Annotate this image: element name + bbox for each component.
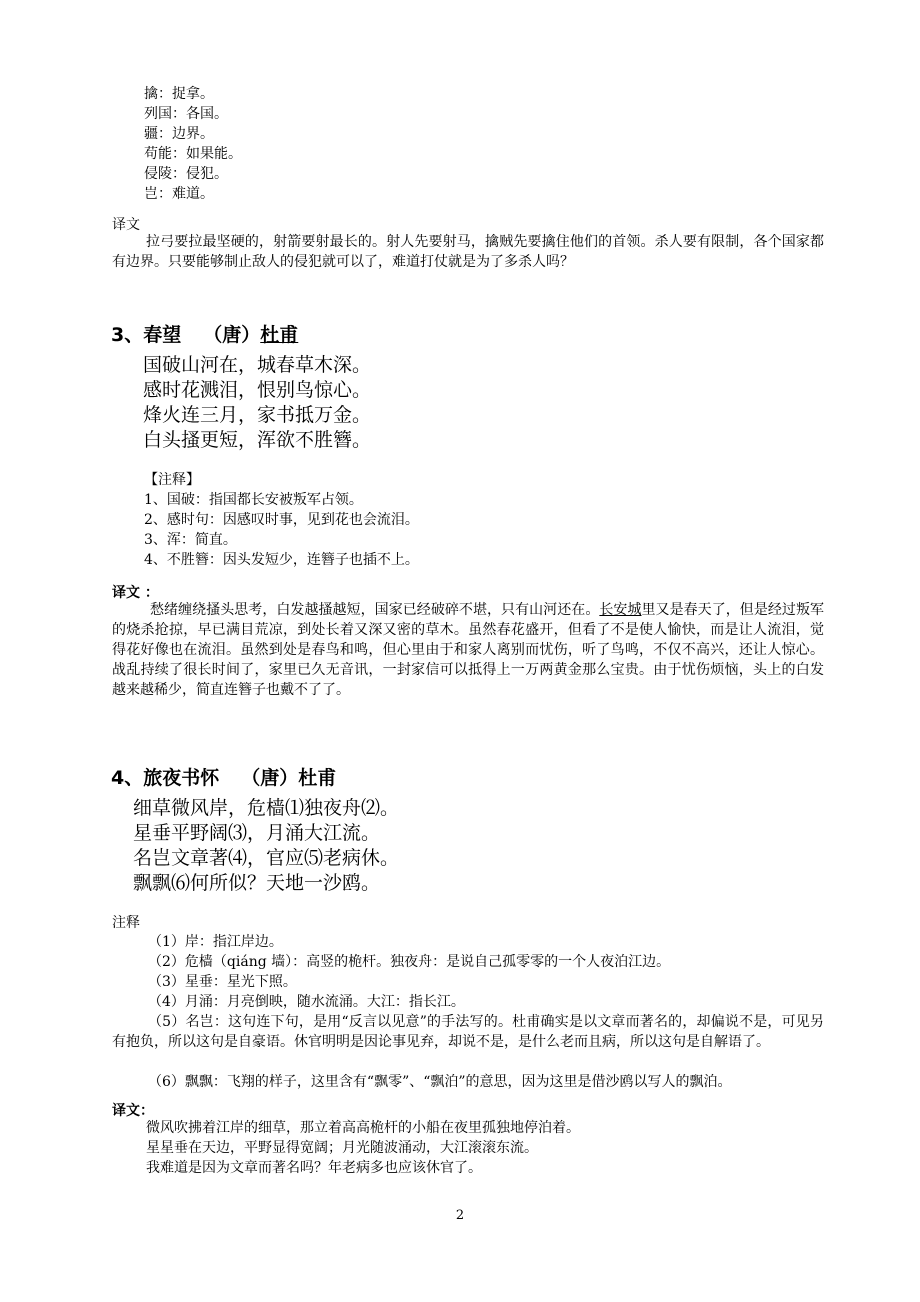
- page-number: 2: [455, 1208, 465, 1223]
- poem-line: 星垂平野阔⑶，月涌大江流。: [133, 822, 381, 844]
- gloss-item: 擒：捉拿。: [144, 86, 214, 102]
- gloss-item: 苟能：如果能。: [144, 146, 242, 162]
- dynasty-label: （唐）: [241, 767, 299, 789]
- section-heading: [111, 320, 298, 347]
- gloss-item: 侵陵：侵犯。: [144, 166, 228, 182]
- poem-text: [143, 353, 371, 453]
- note-item: 1、国破：指国都长安被叛军占领。: [144, 492, 363, 508]
- poem-line: 白头搔更短，浑欲不胜簪。: [143, 429, 372, 451]
- note-item: 3、浑：简直。: [144, 532, 237, 548]
- translation-line: 星星垂在天边，平野显得宽阔；月光随波涌动，大江滚滚东流。: [146, 1140, 538, 1156]
- gloss-item: 列国：各国。: [144, 106, 228, 122]
- author-link[interactable]: 杜甫: [260, 324, 299, 346]
- notes-label: 【注释】: [144, 472, 200, 488]
- translation-label: 译文 ：: [112, 585, 159, 601]
- poem-line: 国破山河在，城春草木深。: [143, 354, 372, 376]
- translation-label: 译文：: [112, 1103, 154, 1119]
- note-item: （4）月涌：月亮倒映，随水流涌。大江：指长江。: [148, 994, 465, 1010]
- translation-text: 愁绪缠绕搔头思考，白发越搔越短，国家已经破碎不堪，只有山河还在。: [150, 602, 600, 618]
- notes-list: [144, 470, 419, 570]
- dynasty-label: （唐）: [203, 324, 261, 346]
- notes-list: [148, 932, 670, 1012]
- translation-paragraph: [112, 600, 824, 700]
- section-heading: [111, 763, 336, 790]
- translation-text: 里又是春天了，但是经过叛军的烧杀抢掠，早已满目荒凉，到处长着又深又密的草木。虽然春花盛开，但看了不是使人愉快，而是让人流泪，觉得花好像也在流泪。虽然到处是春鸟和鸣，但心里由于和家人离别而忧伤，听了鸟鸣，不仅不高兴，还让人惊心。战乱持续了很长时间了，家里已久无音讯，一封家信可以抵得上一万两黄金那么宝贵。由于忧伤烦恼，头上的白发越来越稀少，简直连簪子也戴不了了。: [112, 602, 825, 698]
- gloss-item: 疆：边界。: [144, 126, 214, 142]
- note-item: （3）星垂：星光下照。: [148, 974, 297, 990]
- poem-line: 烽火连三月，家书抵万金。: [143, 404, 372, 426]
- note-item: （5）名岂：这句连下句，是用“反言以见意”的手法写的。杜甫确实是以文章而著名的，却偏说不是，可见另有抱负，所以这句是自豪语。休官明明是因论事见弃，却说不是，是什么老而且病，所以这句是自解语了。: [112, 1014, 824, 1050]
- poem-line: 名岂文章著⑷，官应⑸老病休。: [133, 847, 400, 869]
- note-item: （1）岸：指江岸边。: [148, 934, 283, 950]
- translation-lines: [146, 1118, 580, 1178]
- poem-text: [133, 796, 399, 896]
- translation-label: 译文: [112, 217, 140, 233]
- author-name: 杜甫: [298, 767, 337, 789]
- note-item: 4、不胜簪：因头发短少，连簪子也插不上。: [144, 552, 419, 568]
- section-number: 4、旅夜书怀: [111, 767, 220, 789]
- changan-link[interactable]: 长安城: [599, 602, 642, 618]
- poem-line: 感时花溅泪，恨别鸟惊心。: [143, 379, 372, 401]
- note-item: （2）危樯（qiáng 墙）：高竖的桅杆。独夜舟：是说自己孤零零的一个人夜泊江边。: [148, 954, 671, 970]
- gloss-item: 岂：难道。: [144, 186, 214, 202]
- section-number: 3、春望: [111, 324, 182, 346]
- translation-line: 我难道是因为文章而著名吗？年老病多也应该休官了。: [146, 1160, 482, 1176]
- glossary-list: [144, 84, 242, 204]
- translation-paragraph: 拉弓要拉最坚硬的，射箭要射最长的。射人先要射马，擒贼先要擒住他们的首领。杀人要有限制，各个国家都有边界。只要能够制止敌人的侵犯就可以了，难道打仗就是为了多杀人吗？: [112, 234, 824, 270]
- poem-line: 飘飘⑹何所似？天地一沙鸥。: [133, 872, 381, 894]
- note-item: （6）飘飘：飞翔的样子，这里含有“飘零”、“飘泊”的意思，因为这里是借沙鸥以写人的飘泊。: [148, 1074, 732, 1090]
- note-item: 2、感时句：因感叹时事，见到花也会流泪。: [144, 512, 419, 528]
- notes-label: 注释: [112, 915, 140, 931]
- poem-line: 细草微风岸，危樯⑴独夜舟⑵。: [133, 797, 400, 819]
- translation-line: 微风吹拂着江岸的细草，那立着高高桅杆的小船在夜里孤独地停泊着。: [146, 1120, 580, 1136]
